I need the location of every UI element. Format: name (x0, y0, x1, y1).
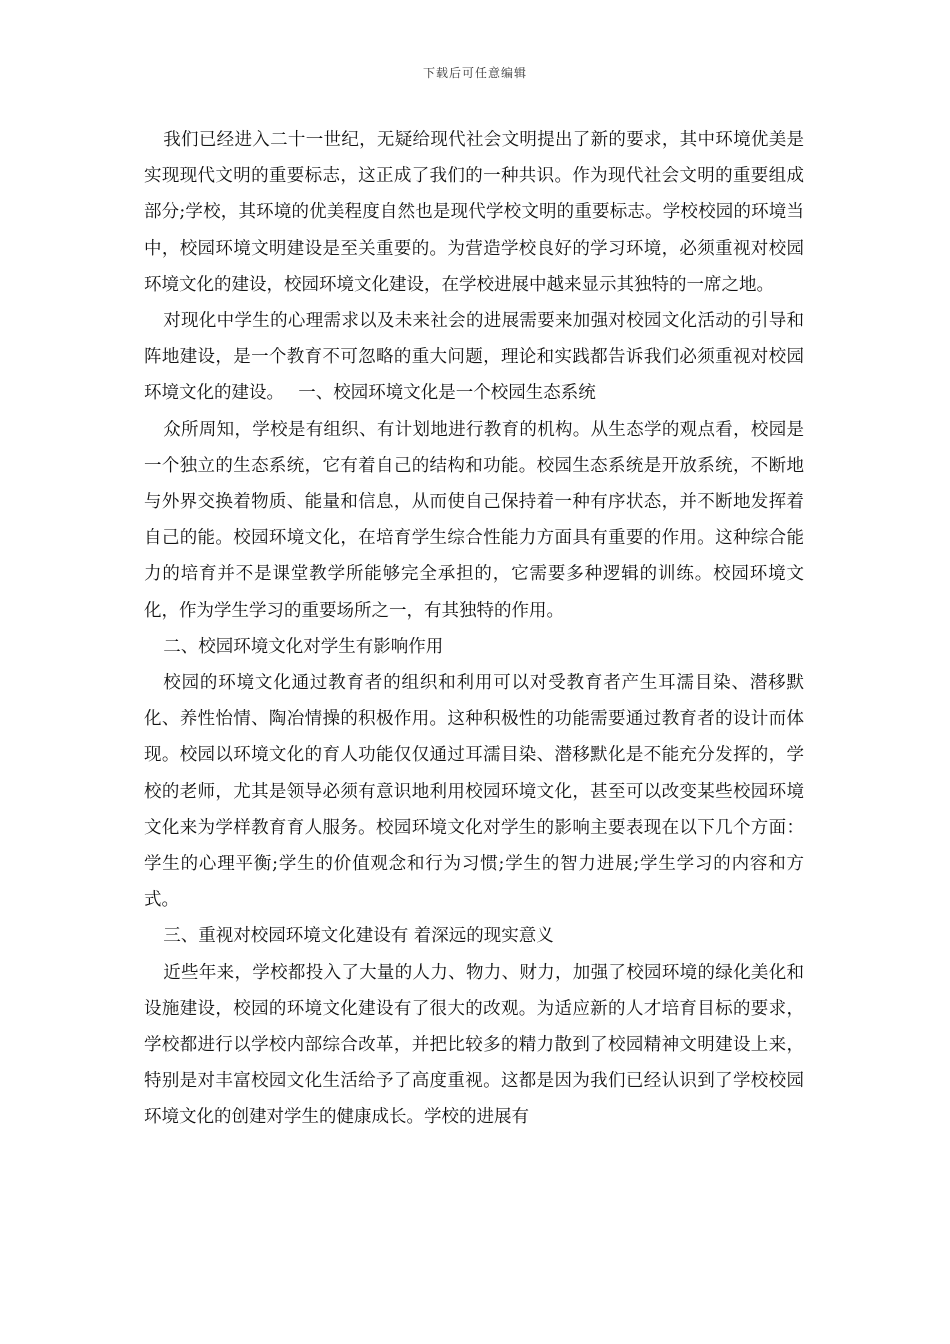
page-header: 下载后可任意编辑 (422, 66, 527, 80)
paragraph-ecosystem: 众所周知，学校是有组织、有计划地进行教育的机构。从生态学的观点看，校园是一个独立的生态系统，它有着自己的结构和功能。校园生态系统是开放系统，不断地与外界交换着物质、能量和信息，从而使自己保持着一种有序状态，并不断地发挥着自己的能。校园环境文化，在培育学生综合性能力方面具有重要的作用。这种综合能力的培育并不是课堂教学所能够完全承担的，它需要多种逻辑的训练。校园环境文化，作为学生学习的重要场所之一，有其独特的作用。 (144, 419, 804, 621)
section-heading-2: 二、校园环境文化对学生有影响作用 (163, 636, 444, 657)
paragraph-influence: 校园的环境文化通过教育者的组织和利用可以对受教育者产生耳濡目染、潜移默化、养性怡情、陶冶情操的积极作用。这种积极性的功能需要通过教育者的设计而体现。校园以环境文化的育人功能仅仅通过耳濡目染、潜移默化是不能充分发挥的，学校的老师，尤其是领导必须有意识地利用校园环境文化，甚至可以改变某些校园环境文化来为学样教育育人服务。校园环境文化对学生的影响主要表现在以下几个方面：学生的心理平衡;学生的价值观念和行为习惯;学生的智力进展;学生学习的内容和方式。 (144, 673, 804, 911)
paragraph-significance: 近些年来，学校都投入了大量的人力、物力、财力，加强了校园环境的绿化美化和设施建设，校园的环境文化建设有了很大的改观。为适应新的人才培育目标的要求，学校都进行以学校内部综合改革，并把比较多的精力散到了校园精神文明建设上来，特别是对丰富校园文化生活给予了高度重视。这都是因为我们已经认识到了学校校园环境文化的创建对学生的健康成长。学校的进展有 (144, 962, 804, 1128)
paragraph-intro: 我们已经进入二十一世纪，无疑给现代社会文明提出了新的要求，其中环境优美是实现现代文明的重要标志，这正成了我们的一种共识。作为现代社会文明的重要组成部分;学校，其环境的优美程度自然也是现代学校文明的重要标志。学校校园的环境当中，校园环境文明建设是至关重要的。为营造学校良好的学习环境，必须重视对校园环境文化的建设，校园环境文化建设，在学校进展中越来显示其独特的一席之地。 (144, 130, 804, 295)
section-heading-3: 三、重视对校园环境文化建设有 着深远的现实意义 (163, 926, 554, 947)
document-body (144, 122, 804, 1136)
paragraph-need: 对现化中学生的心理需求以及未来社会的进展需要来加强对校园文化活动的引导和阵地建设，是一个教育不可忽略的重大问题，理论和实践都告诉我们必须重视对校园环境文化的建设。 一、校园环境文化是一个校园生态系统 (144, 311, 804, 404)
